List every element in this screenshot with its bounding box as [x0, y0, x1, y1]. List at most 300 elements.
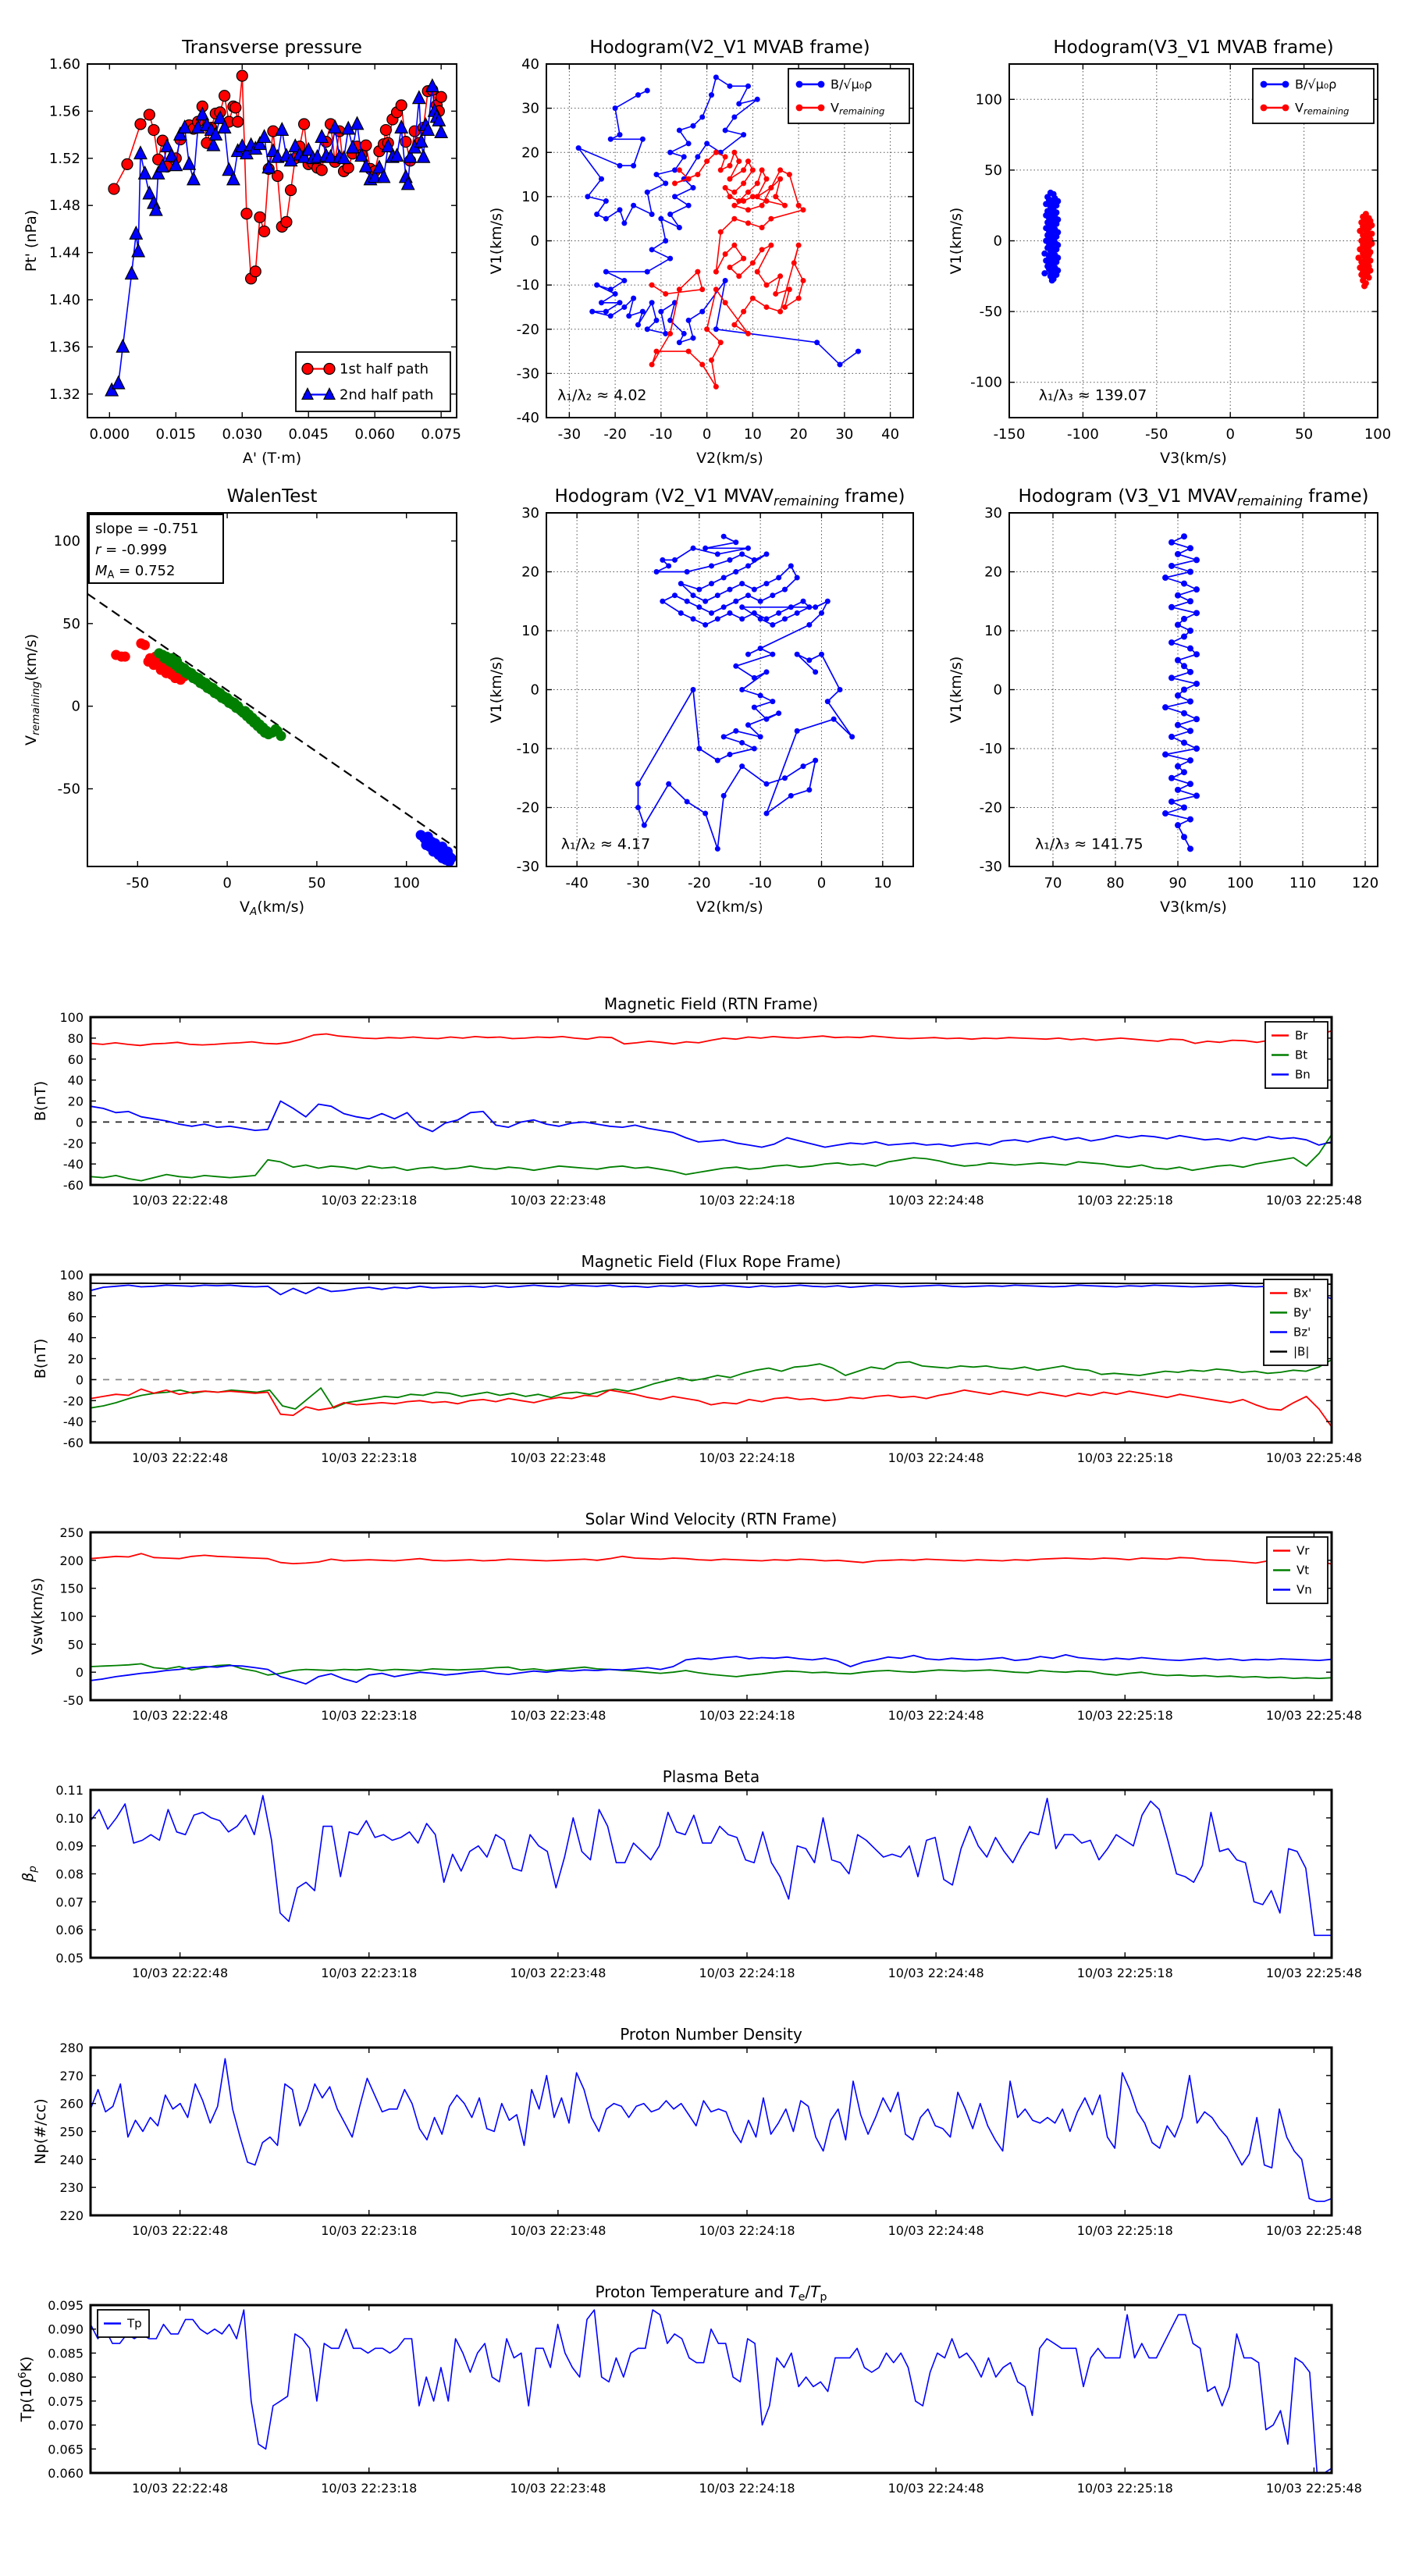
- x-tick-label: 10/03 22:24:18: [699, 2481, 795, 2496]
- data-point: [713, 74, 719, 80]
- data-point: [603, 309, 609, 315]
- data-point: [1187, 569, 1193, 575]
- data-point: [1181, 616, 1187, 622]
- x-tick-label: -10: [649, 426, 673, 443]
- legend-label: Vt: [1297, 1563, 1310, 1578]
- data-point: [589, 309, 595, 315]
- x-tick-label: 10/03 22:23:18: [321, 1966, 418, 1980]
- data-point: [806, 787, 812, 792]
- data-point: [758, 616, 763, 621]
- data-point: [715, 592, 720, 598]
- data-point: [631, 296, 636, 301]
- data-point: [1187, 699, 1193, 705]
- legend-label: 1st half path: [340, 361, 429, 378]
- data-point: [801, 207, 806, 212]
- x-tick-label: 10/03 22:25:48: [1265, 2481, 1362, 2496]
- gridlines: [546, 513, 913, 866]
- data-point: [759, 167, 765, 173]
- y-tick-label: 1.60: [48, 56, 80, 73]
- legend: [98, 2310, 149, 2337]
- y-tick-label: -50: [57, 781, 80, 798]
- data-point: [733, 569, 738, 575]
- x-tick-label: -20: [603, 426, 627, 443]
- data-point: [603, 269, 609, 275]
- stat-line: $M_A = 0.752$: [95, 563, 176, 582]
- data-point: [617, 207, 623, 212]
- data-point: [617, 132, 623, 137]
- y-tick-label: 100: [53, 532, 80, 550]
- data-point: [1181, 634, 1187, 640]
- series-B-hodogram: [638, 536, 852, 849]
- legend: [788, 69, 909, 123]
- x-tick-label: 10/03 22:24:48: [887, 2481, 984, 2496]
- data-point: [831, 717, 837, 722]
- legend-label: Vn: [1297, 1582, 1312, 1597]
- data-point: [691, 687, 696, 692]
- data-point: [685, 599, 690, 604]
- y-tick-label: 0.05: [55, 1951, 84, 1966]
- x-tick-label: 10/03 22:24:18: [699, 1966, 795, 1980]
- series-Vr: [91, 1553, 1332, 1564]
- data-point: [666, 563, 671, 568]
- data-point: [241, 208, 252, 219]
- data-point: [112, 376, 125, 389]
- data-point: [691, 336, 696, 341]
- data-point: [741, 180, 746, 186]
- data-point: [599, 300, 604, 305]
- data-point: [351, 117, 364, 130]
- data-point: [1261, 105, 1268, 112]
- y-tick-label: 0: [75, 1372, 84, 1388]
- data-point: [1181, 739, 1187, 745]
- y-tick-label: 20: [984, 564, 1002, 581]
- x-tick-label: 50: [1295, 426, 1314, 443]
- data-point: [1193, 681, 1200, 687]
- x-tick-label: 10/03 22:25:18: [1076, 1966, 1173, 1980]
- data-point: [608, 137, 614, 142]
- x-tick-label: 90: [1168, 875, 1187, 891]
- x-tick-label: 10/03 22:23:48: [510, 1450, 606, 1465]
- data-point: [755, 180, 760, 186]
- data-point: [733, 539, 738, 545]
- data-point: [727, 84, 733, 89]
- series-fit-line: [87, 594, 457, 849]
- data-point: [709, 358, 714, 363]
- x-tick-label: 100: [1226, 875, 1254, 891]
- data-point: [787, 286, 792, 292]
- y-axis-label: V1(km/s): [948, 207, 965, 275]
- data-point: [1168, 604, 1175, 610]
- data-point: [764, 581, 770, 586]
- data-point: [764, 551, 770, 557]
- data-point: [380, 125, 391, 136]
- data-point: [718, 229, 724, 235]
- series-group: [91, 2310, 1332, 2473]
- data-point: [731, 114, 737, 119]
- data-point: [1175, 692, 1181, 699]
- x-tick-label: 10/03 22:25:18: [1076, 1708, 1173, 1723]
- data-point: [752, 587, 757, 592]
- chart-title: Hodogram(V2_V1 MVAB frame): [589, 37, 870, 58]
- x-tick-label: 10/03 22:24:48: [887, 2223, 984, 2238]
- y-tick-label: 280: [59, 2041, 84, 2055]
- data-point: [731, 216, 737, 222]
- ticks: [55, 1783, 1362, 1980]
- data-point: [715, 551, 720, 557]
- data-point: [126, 267, 138, 279]
- data-point: [1361, 283, 1368, 289]
- x-tick-label: -50: [1145, 426, 1168, 443]
- data-point: [667, 331, 673, 336]
- y-tick-label: -10: [516, 277, 539, 294]
- data-point: [667, 212, 673, 217]
- x-tick-label: 10/03 22:24:18: [699, 2223, 795, 2238]
- data-point: [713, 269, 719, 275]
- y-tick-label: 0.090: [48, 2322, 84, 2337]
- legend-label: Bn: [1295, 1067, 1311, 1082]
- data-point: [1181, 834, 1187, 840]
- data-point: [745, 84, 751, 89]
- data-point: [727, 194, 733, 199]
- annotation: λ₁/λ₂ ≈ 4.02: [557, 386, 647, 404]
- legend: [1253, 69, 1374, 123]
- data-point: [727, 176, 733, 182]
- data-point: [677, 340, 682, 345]
- data-point: [1187, 646, 1193, 652]
- data-point: [739, 740, 745, 745]
- data-point: [739, 604, 745, 610]
- data-point: [723, 251, 728, 257]
- data-point: [1366, 275, 1372, 281]
- annotation: λ₁/λ₃ ≈ 139.07: [1038, 386, 1147, 404]
- x-tick-label: 10/03 22:25:48: [1265, 1450, 1362, 1465]
- series-Bn: [91, 1101, 1332, 1147]
- x-tick-label: 10/03 22:23:48: [510, 1966, 606, 1980]
- chart-hodogram-v3v1-mvav: [948, 486, 1378, 916]
- data-point: [686, 141, 692, 146]
- x-tick-label: 20: [789, 426, 808, 443]
- chart-title: Hodogram (V3_V1 $MVAV_{remaining}$ frame): [1018, 486, 1369, 509]
- data-point: [696, 604, 702, 610]
- legend-label: Br: [1295, 1028, 1308, 1043]
- data-point: [281, 216, 292, 227]
- data-point: [739, 763, 745, 769]
- data-point: [702, 546, 708, 551]
- data-point: [795, 610, 800, 616]
- y-tick-label: 0: [530, 681, 539, 699]
- data-point: [699, 309, 705, 315]
- data-point: [681, 154, 687, 159]
- data-point: [144, 109, 155, 120]
- y-tick-label: 1.40: [48, 292, 80, 308]
- x-tick-label: 10/03 22:23:48: [510, 1193, 606, 1208]
- y-tick-label: 230: [59, 2180, 84, 2196]
- data-point: [713, 326, 719, 332]
- chart-hodogram-v2v1-mvab: [488, 37, 913, 467]
- data-point: [825, 599, 831, 604]
- data-point: [1187, 817, 1193, 823]
- data-point: [782, 587, 788, 592]
- data-point: [721, 793, 727, 799]
- data-point: [1193, 610, 1200, 616]
- data-point: [713, 150, 719, 155]
- chart-title: Proton Number Density: [620, 2025, 802, 2044]
- gridlines: [1009, 513, 1378, 866]
- data-point: [1187, 669, 1193, 675]
- data-point: [1175, 722, 1181, 728]
- x-axis-label: V3(km/s): [1160, 898, 1227, 916]
- data-point: [663, 180, 668, 186]
- data-point: [626, 313, 631, 318]
- data-point: [806, 622, 812, 628]
- data-point: [585, 194, 590, 199]
- data-point: [849, 734, 855, 739]
- chart-title: Hodogram(V3_V1 MVAB frame): [1053, 37, 1334, 58]
- chart-ts-proton-density: [32, 2025, 1362, 2238]
- data-point: [603, 198, 609, 204]
- data-point: [791, 260, 797, 265]
- data-point: [818, 81, 825, 88]
- y-tick-label: 0.070: [48, 2418, 84, 2433]
- data-point: [727, 587, 733, 592]
- data-point: [1181, 769, 1187, 775]
- data-point: [782, 775, 788, 781]
- data-point: [663, 291, 668, 297]
- chart-title: Magnetic Field (RTN Frame): [603, 994, 819, 1013]
- data-point: [1168, 674, 1175, 681]
- data-point: [1041, 270, 1048, 276]
- chart-title: Hodogram (V2_V1 $MVAV_{remaining}$ frame): [554, 486, 905, 509]
- data-point: [640, 137, 646, 142]
- data-point: [613, 105, 618, 111]
- y-tick-label: 0.06: [55, 1923, 84, 1938]
- data-point: [782, 203, 788, 208]
- data-point: [250, 266, 261, 277]
- data-point: [755, 269, 760, 275]
- y-tick-label: -20: [516, 321, 539, 338]
- data-point: [739, 581, 745, 586]
- y-tick-label: 40: [67, 1073, 84, 1088]
- series-beta-p: [91, 1795, 1332, 1935]
- data-point: [796, 203, 802, 208]
- y-tick-label: 100: [59, 1010, 84, 1025]
- x-axis-label: $V_A(km/s)$: [240, 898, 304, 918]
- data-point: [806, 657, 812, 663]
- y-tick-label: 0.10: [55, 1810, 84, 1826]
- data-point: [667, 256, 673, 262]
- data-point: [838, 687, 843, 692]
- data-point: [135, 119, 146, 130]
- y-tick-label: 0.085: [48, 2346, 84, 2361]
- data-point: [1261, 81, 1268, 88]
- y-tick-label: 150: [59, 1581, 84, 1596]
- x-tick-label: 100: [393, 875, 420, 891]
- x-tick-label: 40: [881, 426, 900, 443]
- data-point: [691, 546, 696, 551]
- y-tick-label: 0: [530, 233, 539, 250]
- data-point: [715, 846, 720, 852]
- data-point: [621, 220, 627, 226]
- data-point: [677, 167, 682, 173]
- data-point: [813, 669, 818, 674]
- data-point: [666, 781, 671, 787]
- data-point: [773, 291, 778, 297]
- data-point: [677, 225, 682, 230]
- data-point: [806, 604, 812, 610]
- data-point: [1162, 810, 1168, 817]
- x-tick-label: 0.030: [222, 426, 263, 443]
- data-point: [617, 163, 623, 169]
- data-point: [663, 238, 668, 244]
- data-point: [685, 799, 690, 804]
- data-point: [741, 256, 746, 262]
- data-point: [1168, 539, 1175, 546]
- data-point: [645, 190, 650, 195]
- data-point: [1187, 728, 1193, 734]
- data-point: [776, 610, 781, 616]
- x-tick-label: 10/03 22:25:18: [1076, 1450, 1173, 1465]
- x-tick-label: 10: [743, 426, 762, 443]
- data-point: [759, 203, 765, 208]
- annotation: λ₁/λ₃ ≈ 141.75: [1035, 835, 1144, 853]
- data-point: [741, 167, 746, 173]
- x-tick-label: 110: [1289, 875, 1317, 891]
- data-point: [286, 185, 297, 196]
- data-point: [316, 165, 327, 176]
- data-point: [723, 278, 728, 283]
- data-point: [750, 260, 756, 265]
- data-point: [752, 746, 757, 752]
- data-point: [594, 212, 599, 217]
- y-axis-label: $Tp(10^6K)$: [16, 2356, 35, 2422]
- chart-title: Solar Wind Velocity (RTN Frame): [585, 1510, 838, 1528]
- chart-title: Plasma Beta: [662, 1767, 760, 1786]
- legend: [1265, 1022, 1328, 1088]
- data-point: [733, 728, 738, 734]
- data-point: [1168, 734, 1175, 740]
- data-point: [745, 546, 751, 551]
- data-point: [695, 172, 700, 177]
- data-point: [764, 176, 770, 182]
- x-tick-label: 10/03 22:22:48: [132, 1708, 229, 1723]
- data-point: [777, 167, 783, 173]
- data-point: [444, 856, 454, 866]
- chart-ts-vsw-rtn: [29, 1510, 1362, 1723]
- x-tick-label: 10/03 22:24:18: [699, 1708, 795, 1723]
- legend-label: Vr: [1297, 1543, 1310, 1558]
- y-tick-label: 60: [67, 1051, 84, 1067]
- data-point: [230, 102, 241, 113]
- data-point: [741, 309, 746, 315]
- data-point: [721, 604, 727, 610]
- chart-hodogram-v3v1-mvab: [948, 37, 1391, 467]
- data-point: [608, 286, 614, 292]
- data-point: [795, 575, 800, 581]
- data-point: [709, 610, 714, 616]
- y-tick-label: 1.36: [48, 339, 80, 356]
- y-axis-label: Np(#/cc): [32, 2098, 49, 2165]
- y-tick-label: -40: [62, 1157, 84, 1172]
- data-point: [654, 318, 660, 323]
- data-point: [727, 163, 733, 169]
- data-point: [324, 364, 335, 375]
- legend-label: |B|: [1293, 1344, 1310, 1359]
- data-point: [788, 793, 794, 799]
- x-tick-label: 10/03 22:23:18: [321, 1450, 418, 1465]
- y-axis-label: Pt' (nPa): [23, 209, 40, 272]
- series-group: [91, 1283, 1332, 1427]
- data-point: [764, 781, 770, 787]
- data-point: [745, 592, 751, 598]
- y-axis-label: Vsw(km/s): [29, 1577, 46, 1656]
- data-point: [801, 278, 806, 283]
- y-axis-label: $V_{remaining}(km/s)$: [23, 634, 42, 745]
- data-point: [1187, 757, 1193, 763]
- annotation: λ₁/λ₂ ≈ 4.17: [560, 835, 651, 853]
- y-tick-label: 0.080: [48, 2370, 84, 2386]
- data-point: [768, 185, 774, 190]
- y-tick-label: 40: [67, 1330, 84, 1346]
- data-point: [1187, 628, 1193, 634]
- data-point: [768, 243, 774, 248]
- data-point: [770, 652, 775, 657]
- data-point: [727, 265, 733, 270]
- data-point: [660, 557, 665, 563]
- x-tick-label: 10/03 22:23:18: [321, 1193, 418, 1208]
- data-point: [1181, 710, 1187, 717]
- data-point: [691, 185, 696, 190]
- data-point: [741, 132, 746, 137]
- y-tick-label: -20: [979, 799, 1002, 817]
- x-tick-label: 10/03 22:25:48: [1265, 1708, 1362, 1723]
- series-Vn: [91, 1655, 1332, 1684]
- data-point: [631, 163, 636, 169]
- x-tick-label: 10: [873, 875, 892, 891]
- data-point: [1187, 845, 1193, 852]
- data-point: [758, 599, 763, 604]
- series-Br: [91, 1028, 1332, 1046]
- data-point: [770, 699, 775, 704]
- x-tick-label: 10/03 22:25:48: [1265, 1966, 1362, 1980]
- data-point: [750, 296, 756, 301]
- data-point: [699, 362, 705, 368]
- data-point: [731, 190, 737, 195]
- legend-label: $V_{remaining}$: [1295, 100, 1350, 117]
- y-tick-label: 0: [75, 1665, 84, 1681]
- x-tick-label: 30: [835, 426, 854, 443]
- data-point: [645, 269, 650, 275]
- ticks: [59, 1268, 1361, 1465]
- data-point: [795, 652, 800, 657]
- data-point: [795, 728, 800, 734]
- data-point: [233, 116, 244, 127]
- y-tick-label: -10: [516, 741, 539, 757]
- data-point: [259, 226, 270, 237]
- data-point: [758, 693, 763, 699]
- data-point: [108, 183, 119, 194]
- y-tick-label: 270: [59, 2068, 84, 2083]
- legend-label: Tp: [127, 2316, 142, 2331]
- data-point: [635, 781, 641, 787]
- data-point: [1175, 551, 1181, 557]
- x-tick-label: 0.000: [89, 426, 130, 443]
- data-point: [1168, 799, 1175, 805]
- y-tick-label: 240: [59, 2152, 84, 2168]
- y-tick-label: 1.56: [48, 103, 80, 120]
- data-point: [140, 640, 150, 650]
- series-By': [91, 1360, 1332, 1409]
- chart-ts-plasma-beta: [20, 1767, 1362, 1980]
